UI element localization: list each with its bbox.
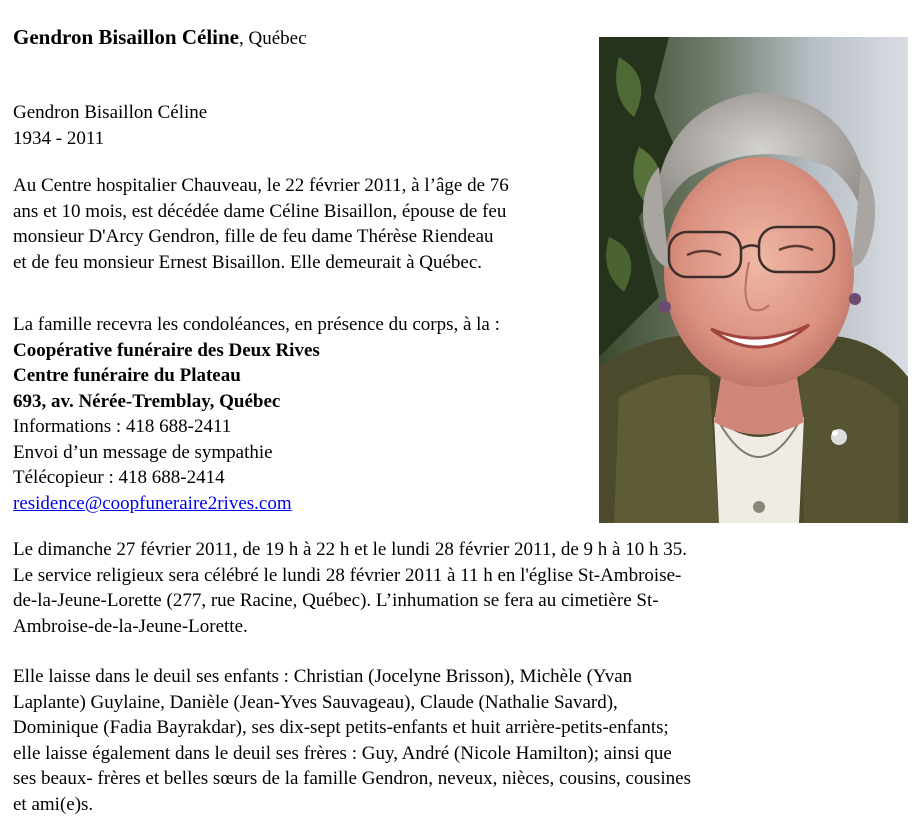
funeral-centre-address: 693, av. Nérée-Tremblay, Québec xyxy=(13,390,281,412)
deceased-name: Gendron Bisaillon Céline xyxy=(13,102,208,123)
visitation-line: Le dimanche 27 février 2011, de 19 h à 22 h et le lundi 28 février 2011, de 9 h à 10 h 35. xyxy=(13,539,687,560)
death-notice-paragraph xyxy=(13,173,509,275)
region-label: , Québec xyxy=(239,28,307,49)
death-notice-line: et de feu monsieur Ernest Bisaillon. Elle demeurait à Québec. xyxy=(13,251,483,273)
visitation-line: Le service religieux sera célébré le lundi 28 février 2011 à 11 h en l'église St-Ambroise- xyxy=(13,564,682,586)
survivors-line: Laplante) Guylaine, Danièle (Jean-Yves Sauvageau), Claude (Nathalie Savard), xyxy=(13,691,618,713)
death-notice-line: ans et 10 mois, est décédée dame Céline Bisaillon, épouse de feu xyxy=(13,200,507,222)
funeral-centre-name: Centre funéraire du Plateau xyxy=(13,365,241,386)
cooperative-name: Coopérative funéraire des Deux Rives xyxy=(13,339,320,361)
visitation-paragraph xyxy=(13,537,687,639)
survivors-line: Elle laisse dans le deuil ses enfants : Christian (Jocelyne Brisson), Michèle (Yvan xyxy=(13,666,633,687)
email-line xyxy=(13,491,500,517)
life-years: 1934 - 2011 xyxy=(13,127,105,149)
identity-block xyxy=(13,100,207,151)
survivors-line: ses beaux- frères et belles sœurs de la famille Gendron, neveux, nièces, cousins, cousines xyxy=(13,768,691,789)
funeral-home-block xyxy=(13,312,500,516)
death-notice-line: monsieur D'Arcy Gendron, fille de feu dame Thérèse Riendeau xyxy=(13,226,494,247)
sympathy-message-label: Envoi d’un message de sympathie xyxy=(13,441,273,463)
fax-number: Télécopieur : 418 688-2414 xyxy=(13,467,225,488)
condolences-intro: La famille recevra les condoléances, en présence du corps, à la : xyxy=(13,314,500,335)
death-notice-line: Au Centre hospitalier Chauveau, le 22 février 2011, à l’âge de 76 xyxy=(13,175,509,196)
survivors-line: Dominique (Fadia Bayrakdar), ses dix-sept petits-enfants et huit arrière-petits-enfants; xyxy=(13,717,669,738)
portrait-photo xyxy=(599,37,908,523)
survivors-line: elle laisse également dans le deuil ses frères : Guy, André (Nicole Hamilton); ainsi que xyxy=(13,742,672,764)
deceased-name-title: Gendron Bisaillon Céline xyxy=(13,25,239,49)
email-link[interactable]: residence@coopfuneraire2rives.com xyxy=(13,492,292,514)
survivors-paragraph xyxy=(13,664,691,817)
survivors-line: et ami(e)s. xyxy=(13,793,94,815)
informations-phone: Informations : 418 688-2411 xyxy=(13,416,232,437)
visitation-line: de-la-Jeune-Lorette (277, rue Racine, Québec). L’inhumation se fera au cimetière St- xyxy=(13,590,659,611)
visitation-line: Ambroise-de-la-Jeune-Lorette. xyxy=(13,615,248,637)
